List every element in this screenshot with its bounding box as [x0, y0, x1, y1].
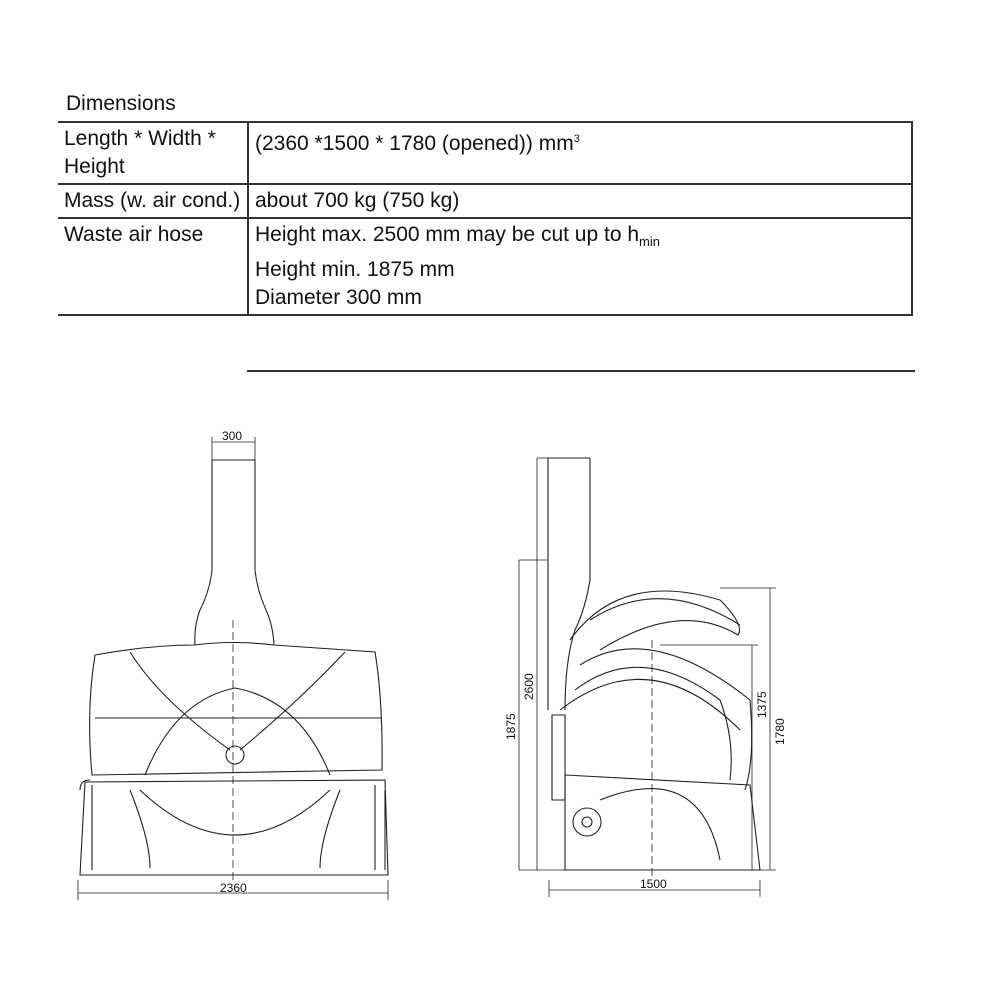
dim-label-1500: 1500 — [640, 877, 667, 891]
row-label: Length * Width * Height — [58, 122, 248, 184]
row-value: about 700 kg (750 kg) — [248, 184, 912, 218]
value-text: Height max. 2500 mm may be cut up to h — [255, 223, 640, 246]
value-superscript: 3 — [573, 133, 580, 145]
row-label: Waste air hose — [58, 218, 248, 315]
dim-label-1875: 1875 — [504, 713, 518, 740]
section-title: Dimensions — [66, 92, 176, 115]
dim-label-2360: 2360 — [220, 881, 247, 895]
dim-label-1780: 1780 — [773, 718, 787, 745]
value-line: Height min. 1875 mm — [255, 258, 455, 282]
value-text: (2360 *1500 * 1780 (opened)) mm — [255, 132, 574, 155]
dim-label-1375: 1375 — [755, 691, 769, 718]
value-line: Diameter 300 mm — [255, 286, 422, 310]
row-label: Mass (w. air cond.) — [58, 184, 248, 218]
value-subscript: min — [639, 234, 660, 250]
side-view — [519, 458, 776, 897]
dim-label-300: 300 — [222, 429, 243, 443]
front-view — [78, 437, 388, 900]
dim-label-2600: 2600 — [522, 673, 536, 700]
